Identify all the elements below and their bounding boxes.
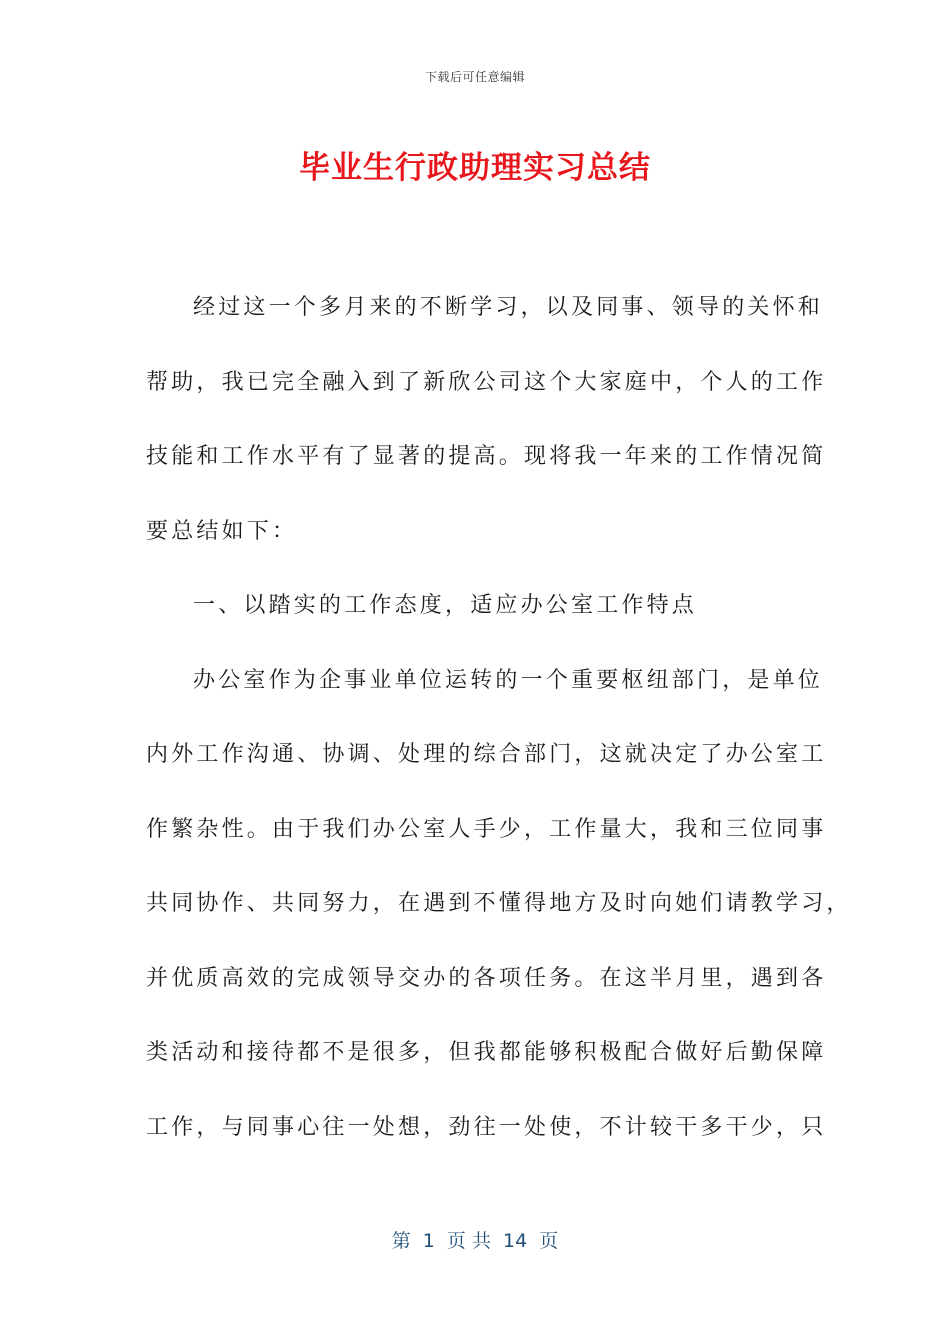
body-line: 经过这一个多月来的不断学习，以及同事、领导的关怀和 xyxy=(193,295,824,320)
body-line: 作繁杂性。由于我们办公室人手少，工作量大，我和三位同事 xyxy=(146,816,827,842)
document-body xyxy=(146,271,852,1165)
body-line: 帮助，我已完全融入到了新欣公司这个大家庭中，个人的工作 xyxy=(146,369,827,395)
page-number-footer: 第 1 页 共 14 页 xyxy=(391,1230,559,1252)
document-title: 毕业生行政助理实习总结 xyxy=(299,150,651,186)
body-line: 类活动和接待都不是很多，但我都能够积极配合做好后勤保障 xyxy=(146,1040,827,1065)
body-line: 工作，与同事心往一处想，劲往一处使，不计较干多干少，只 xyxy=(146,1114,827,1140)
body-line: 技能和工作水平有了显著的提高。现将我一年来的工作情况简 xyxy=(146,444,827,469)
body-line: 要总结如下： xyxy=(146,518,298,544)
body-line: 共同协作、共同努力，在遇到不懂得地方及时向她们请教学习， xyxy=(146,891,852,916)
body-line: 内外工作沟通、协调、处理的综合部门，这就决定了办公室工 xyxy=(146,742,827,767)
body-line: 并优质高效的完成领导交办的各项任务。在这半月里，遇到各 xyxy=(146,965,827,991)
section-heading: 一、以踏实的工作态度，适应办公室工作特点 xyxy=(193,593,698,618)
header-note: 下载后可任意编辑 xyxy=(424,70,525,84)
body-line: 办公室作为企事业单位运转的一个重要枢纽部门，是单位 xyxy=(193,667,824,693)
